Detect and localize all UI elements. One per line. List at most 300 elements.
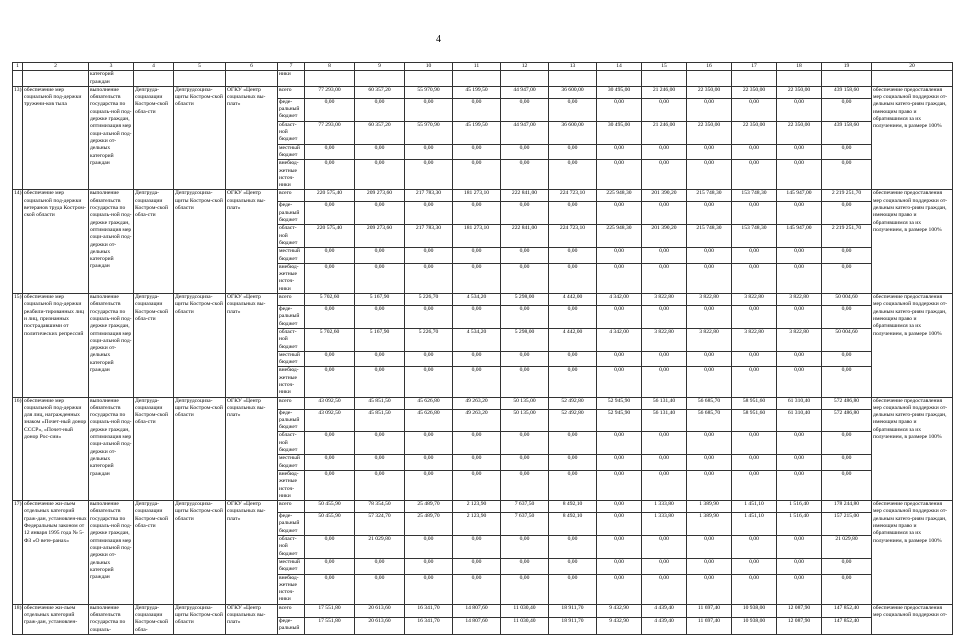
amount-cell: 4 439,40 [642,604,687,617]
amount-cell: 0,00 [687,574,732,604]
amount-cell: 0,00 [355,574,405,604]
amount-cell: 0,00 [732,432,777,455]
amount-cell: 43 092,50 [305,397,355,409]
amount-cell: 44 947,00 [501,121,549,144]
amount-cell: 9 432,90 [597,604,642,617]
amount-cell: 20 613,60 [355,604,405,617]
funding-source: местный бюджет [278,248,305,264]
amount-cell: 0,00 [597,513,642,536]
amount-cell: 201 390,20 [642,225,687,248]
amount-cell: 50 135,00 [501,397,549,409]
measure-type: выполнение обязательств государства по социаль-ной под-держке граждан, оптимизация мер соци-альной под-держки от-дельных категорий граждан [89,86,134,190]
column-number: 5 [174,63,226,71]
expected-result: обеспечение предоставления мер социальной поддержки от- [872,604,953,634]
amount-cell: 0,00 [549,455,597,471]
amount-cell: 0,00 [822,160,872,190]
column-number: 11 [453,63,501,71]
column-number-row [13,63,953,71]
amount-cell: 157 215,00 [822,513,872,536]
amount-cell: 1 451,10 [732,513,777,536]
amount-cell: 181 273,10 [453,225,501,248]
amount-cell: 0,00 [453,558,501,574]
amount-cell: 0,00 [549,98,597,121]
amount-cell: 0,00 [597,248,642,264]
amount-cell: 0,00 [777,470,822,500]
amount-cell: 58 951,60 [732,409,777,432]
amount-cell: 0,00 [732,306,777,329]
recipient: ОГКУ «Центр социальных вы-плат» [226,501,278,605]
amount-cell: 0,00 [687,263,732,293]
amount-cell: 0,00 [305,536,355,559]
amount-cell: 0,00 [405,248,453,264]
amount-cell: 0,00 [597,558,642,574]
amount-cell: 0,00 [549,558,597,574]
amount-cell: 45 851,50 [355,409,405,432]
amount-cell: 56 685,70 [687,409,732,432]
amount-cell: 0,00 [597,432,642,455]
funding-source: всего [278,294,305,306]
amount-cell: 0,00 [305,432,355,455]
amount-cell: 0,00 [305,367,355,397]
amount-cell: 0,00 [355,432,405,455]
amount-cell: 0,00 [777,455,822,471]
amount-cell: 0,00 [597,306,642,329]
amount-cell: 0,00 [822,248,872,264]
amount-cell: 0,00 [642,160,687,190]
column-number: 16 [687,63,732,71]
funding-source: местный бюджет [278,144,305,160]
continuation-cell [597,71,642,87]
amount-cell: 0,00 [822,263,872,293]
amount-cell: 0,00 [642,144,687,160]
amount-cell: 0,00 [597,263,642,293]
amount-cell: 10 938,00 [732,617,777,634]
amount-cell: 0,00 [597,501,642,513]
amount-cell: 22 350,00 [687,86,732,98]
column-number: 14 [597,63,642,71]
amount-cell: 0,00 [355,470,405,500]
amount-cell: 0,00 [355,98,405,121]
amount-cell: 1 333,80 [642,501,687,513]
amount-cell: 3 822,80 [687,294,732,306]
amount-cell: 0,00 [732,160,777,190]
amount-cell: 0,00 [501,536,549,559]
amount-cell: 0,00 [597,202,642,225]
row-number: 16) [13,397,23,501]
executor: Депгруда-социазации Костром-ской обла-сти [134,397,174,501]
amount-cell: 0,00 [597,160,642,190]
amount-cell: 0,00 [732,470,777,500]
amount-cell: 30 495,00 [597,86,642,98]
amount-cell: 145 947,00 [777,190,822,202]
amount-cell: 0,00 [732,536,777,559]
amount-cell: 572 486,80 [822,409,872,432]
amount-cell: 572 486,80 [822,397,872,409]
amount-cell: 5 167,90 [355,294,405,306]
amount-cell: 10 938,00 [732,604,777,617]
amount-cell: 45 626,80 [405,409,453,432]
column-number: 20 [872,63,953,71]
column-number: 12 [501,63,549,71]
recipient: ОГКУ «Центр социальных вы-плат» [226,604,278,634]
amount-cell: 12 087,90 [777,617,822,634]
amount-cell: 0,00 [777,160,822,190]
measure-name: обеспечение мер социальной под-держки для лиц, награжденных знаком «Почет-ный донор СССР», «Почет-ный донор Рос-сии» [23,397,89,501]
amount-cell: 145 947,00 [777,225,822,248]
funding-source: местный бюджет [278,558,305,574]
amount-cell: 209 273,60 [355,190,405,202]
continuation-cell: ники [278,71,305,87]
continuation-cell [777,71,822,87]
amount-cell: 0,00 [405,536,453,559]
amount-cell: 0,00 [642,455,687,471]
amount-cell: 1 333,80 [642,513,687,536]
funding-source: област-ной бюджет [278,432,305,455]
amount-cell: 0,00 [453,536,501,559]
amount-cell: 36 600,00 [549,86,597,98]
expected-result: обеспечение предоставления мер социальной поддержки от-дельным катего-риям граждан, имеющим право и обратившимся за их получением, в размере 100% [872,501,953,605]
funding-source: феде-ральный [278,617,305,634]
table-row [13,294,953,306]
amount-cell: 0,00 [642,351,687,367]
continuation-cell [687,71,732,87]
continuation-cell [405,71,453,87]
table-row [13,190,953,202]
amount-cell: 224 723,10 [549,190,597,202]
amount-cell: 0,00 [355,306,405,329]
amount-cell: 0,00 [305,574,355,604]
amount-cell: 0,00 [822,98,872,121]
amount-cell: 57 324,70 [355,513,405,536]
amount-cell: 0,00 [597,536,642,559]
amount-cell: 0,00 [687,470,732,500]
continuation-cell [501,71,549,87]
amount-cell: 0,00 [305,144,355,160]
funding-source: всего [278,604,305,617]
amount-cell: 22 350,00 [687,121,732,144]
expected-result: обеспечение предоставления мер социальной поддержки от-дельным катего-риям граждан, имеющим право и обратившимся за их получением, в размере 100% [872,190,953,294]
amount-cell: 439 158,60 [822,121,872,144]
amount-cell: 3 822,80 [687,328,732,351]
amount-cell: 0,00 [453,98,501,121]
amount-cell: 0,00 [777,306,822,329]
funding-source: феде-ральный бюджет [278,98,305,121]
amount-cell: 1 389,90 [687,501,732,513]
amount-cell: 2 219 251,70 [822,190,872,202]
amount-cell: 0,00 [405,351,453,367]
amount-cell: 153 748,30 [732,190,777,202]
column-number: 6 [226,63,278,71]
row-number: 17) [13,501,23,605]
amount-cell: 0,00 [549,306,597,329]
funding-source: област-ной бюджет [278,121,305,144]
amount-cell: 3 822,80 [777,328,822,351]
amount-cell: 5 298,00 [501,294,549,306]
amount-cell: 49 263,20 [453,397,501,409]
amount-cell: 0,00 [501,432,549,455]
expected-result: обеспечение предоставления мер социальной поддержки от-дельным катего-риям граждан, имеющим право и обратившимся за их получением, в размере 100% [872,86,953,190]
amount-cell: 3 822,80 [642,328,687,351]
amount-cell: 0,00 [687,248,732,264]
amount-cell: 0,00 [687,455,732,471]
continuation-cell [226,71,278,87]
amount-cell: 0,00 [687,306,732,329]
measure-type: выполнение обязательств государства по социаль-ной под-держке граждан, оптимизация мер соци-альной под-держки от-дельных категорий граждан [89,190,134,294]
co-executor: Депгрудсоциза-щиты Костром-ской области [174,294,226,398]
continuation-cell [134,71,174,87]
amount-cell: 215 748,30 [687,225,732,248]
amount-cell: 0,00 [405,144,453,160]
amount-cell: 0,00 [822,144,872,160]
amount-cell: 0,00 [501,160,549,190]
recipient: ОГКУ «Центр социальных вы-плат» [226,294,278,398]
amount-cell: 0,00 [405,432,453,455]
continuation-cell [174,71,226,87]
amount-cell: 209 273,60 [355,225,405,248]
amount-cell: 0,00 [597,98,642,121]
amount-cell: 0,00 [777,351,822,367]
amount-cell: 0,00 [822,574,872,604]
column-number: 7 [278,63,305,71]
amount-cell: 52 945,90 [597,409,642,432]
amount-cell: 16 341,70 [405,604,453,617]
amount-cell: 217 783,30 [405,225,453,248]
executor: Депгруда-социазации Костром-ской обла-сти [134,501,174,605]
amount-cell: 0,00 [777,367,822,397]
amount-cell: 52 492,80 [549,409,597,432]
amount-cell: 0,00 [549,160,597,190]
amount-cell: 1 389,90 [687,513,732,536]
amount-cell: 2 123,90 [453,501,501,513]
amount-cell: 0,00 [642,432,687,455]
amount-cell: 7 637,50 [501,501,549,513]
funding-source: внебюд-жетные источ-ники [278,367,305,397]
amount-cell: 0,00 [355,144,405,160]
column-number: 13 [549,63,597,71]
amount-cell: 11 030,40 [501,617,549,634]
amount-cell: 3 822,80 [777,294,822,306]
amount-cell: 0,00 [777,248,822,264]
amount-cell: 0,00 [597,470,642,500]
amount-cell: 45 851,50 [355,397,405,409]
amount-cell: 0,00 [405,160,453,190]
amount-cell: 12 087,90 [777,604,822,617]
amount-cell: 20 613,60 [355,617,405,634]
amount-cell: 0,00 [822,432,872,455]
amount-cell: 4 442,00 [549,328,597,351]
amount-cell: 0,00 [305,263,355,293]
amount-cell: 0,00 [305,98,355,121]
amount-cell: 439 158,60 [822,86,872,98]
funding-source: област-ной бюджет [278,536,305,559]
row-number: 18) [13,604,23,634]
amount-cell: 0,00 [732,574,777,604]
amount-cell: 61 310,40 [777,397,822,409]
amount-cell: 0,00 [597,455,642,471]
amount-cell: 0,00 [405,558,453,574]
amount-cell: 0,00 [549,470,597,500]
continuation-cell [642,71,687,87]
amount-cell: 36 600,00 [549,121,597,144]
amount-cell: 0,00 [453,263,501,293]
amount-cell: 3 822,80 [732,328,777,351]
amount-cell: 2 219 251,70 [822,225,872,248]
measure-name: обеспечение мер социальной под-держки ветеранов труда Костром-ской области [23,190,89,294]
column-number: 1 [13,63,23,71]
amount-cell: 0,00 [405,98,453,121]
amount-cell: 45 199,50 [453,86,501,98]
column-number: 2 [23,63,89,71]
amount-cell: 9 432,90 [597,617,642,634]
continuation-cell: категорий граждан [89,71,134,87]
funding-source: феде-ральный бюджет [278,306,305,329]
amount-cell: 0,00 [642,306,687,329]
amount-cell: 0,00 [305,306,355,329]
continuation-cell [23,71,89,87]
funding-source: местный бюджет [278,455,305,471]
column-number: 19 [822,63,872,71]
amount-cell: 0,00 [732,98,777,121]
amount-cell: 0,00 [549,263,597,293]
amount-cell: 5 226,70 [405,328,453,351]
amount-cell: 0,00 [305,558,355,574]
continuation-cell [549,71,597,87]
amount-cell: 21 246,00 [642,121,687,144]
amount-cell: 225 948,30 [597,190,642,202]
measure-name: обеспечение мер социальной под-держки реабили-тированных лиц и лиц, признанных пострадавшими от политических репрессий [23,294,89,398]
funding-source: феде-ральный бюджет [278,513,305,536]
amount-cell: 0,00 [549,574,597,604]
amount-cell: 4 534,20 [453,294,501,306]
amount-cell: 0,00 [405,263,453,293]
continuation-cell [355,71,405,87]
executor: Депгруда-социазации Костром-ской обла-сти [134,294,174,398]
amount-cell: 0,00 [305,160,355,190]
measure-type: выполнение обязательств государства по социаль-ной под-держке граждан, оптимизация мер соци-альной под-держки от-дельных категорий граждан [89,294,134,398]
funding-source: внебюд-жетные источ-ники [278,470,305,500]
amount-cell: 0,00 [405,202,453,225]
amount-cell: 0,00 [405,574,453,604]
amount-cell: 0,00 [453,248,501,264]
amount-cell: 61 310,40 [777,409,822,432]
measure-name: обеспечение жи-льем отдельных категорий граж-дан, установлен- [23,604,89,634]
page-number: 4 [436,34,441,45]
amount-cell: 25 489,70 [405,513,453,536]
executor: Депгруда-социазации Костром-ской обла-сти [134,190,174,294]
amount-cell: 0,00 [777,98,822,121]
amount-cell: 0,00 [642,202,687,225]
amount-cell: 222 841,00 [501,190,549,202]
amount-cell: 0,00 [501,98,549,121]
amount-cell: 5 167,90 [355,328,405,351]
row-number: 13) [13,86,23,190]
amount-cell: 45 626,80 [405,397,453,409]
amount-cell: 0,00 [355,367,405,397]
amount-cell: 0,00 [453,202,501,225]
amount-cell: 0,00 [501,144,549,160]
amount-cell: 11 030,40 [501,604,549,617]
amount-cell: 4 534,20 [453,328,501,351]
amount-cell: 8 492,10 [549,513,597,536]
amount-cell: 0,00 [549,432,597,455]
amount-cell: 220 575,40 [305,190,355,202]
measure-type: выполнение обязательств государства по социаль- [89,604,134,634]
amount-cell: 0,00 [822,470,872,500]
amount-cell: 0,00 [822,558,872,574]
amount-cell: 0,00 [453,144,501,160]
amount-cell: 0,00 [597,351,642,367]
amount-cell: 4 342,00 [597,328,642,351]
amount-cell: 17 551,80 [305,617,355,634]
amount-cell: 0,00 [549,248,597,264]
amount-cell: 0,00 [501,351,549,367]
amount-cell: 0,00 [732,144,777,160]
amount-cell: 44 947,00 [501,86,549,98]
amount-cell: 147 852,40 [822,604,872,617]
amount-cell: 220 575,40 [305,225,355,248]
amount-cell: 201 390,20 [642,190,687,202]
continuation-cell [305,71,355,87]
amount-cell: 0,00 [305,455,355,471]
table-row [13,86,953,98]
amount-cell: 0,00 [687,367,732,397]
amount-cell: 0,00 [642,558,687,574]
amount-cell: 0,00 [453,574,501,604]
amount-cell: 0,00 [355,455,405,471]
column-number: 3 [89,63,134,71]
column-number: 15 [642,63,687,71]
amount-cell: 0,00 [687,98,732,121]
amount-cell: 17 551,80 [305,604,355,617]
amount-cell: 5 702,60 [305,294,355,306]
amount-cell: 0,00 [453,160,501,190]
amount-cell: 1 516,40 [777,513,822,536]
amount-cell: 52 945,90 [597,397,642,409]
funding-source: феде-ральный бюджет [278,202,305,225]
amount-cell: 0,00 [822,351,872,367]
amount-cell: 0,00 [642,98,687,121]
amount-cell: 0,00 [777,558,822,574]
amount-cell: 50 004,60 [822,294,872,306]
amount-cell: 5 298,00 [501,328,549,351]
amount-cell: 1 451,10 [732,501,777,513]
amount-cell: 22 350,00 [777,121,822,144]
executor: Депгруда-социазации Костром-ской обла-сти [134,86,174,190]
amount-cell: 22 350,00 [732,121,777,144]
amount-cell: 0,00 [453,455,501,471]
co-executor: Депгрудсоциза-щиты Костром-ской области [174,397,226,501]
amount-cell: 0,00 [501,367,549,397]
amount-cell: 50 135,00 [501,409,549,432]
amount-cell: 0,00 [355,160,405,190]
amount-cell: 43 092,50 [305,409,355,432]
amount-cell: 0,00 [501,263,549,293]
amount-cell: 0,00 [687,536,732,559]
amount-cell: 217 783,30 [405,190,453,202]
amount-cell: 0,00 [405,367,453,397]
expected-result: обеспечение предоставления мер социальной поддержки от-дельным катего-риям граждан, имеющим право и обратившимся за их получением, в размере 100% [872,294,953,398]
amount-cell: 25 489,70 [405,501,453,513]
continuation-cell [13,71,23,87]
amount-cell: 0,00 [549,144,597,160]
amount-cell: 0,00 [642,367,687,397]
column-number: 9 [355,63,405,71]
measure-type: выполнение обязательств государства по социаль-ной под-держке граждан, оптимизация мер соци-альной под-держки от-дельных категорий граждан [89,397,134,501]
amount-cell: 56 131,40 [642,397,687,409]
amount-cell: 0,00 [355,202,405,225]
amount-cell: 0,00 [355,248,405,264]
amount-cell: 18 911,70 [549,604,597,617]
